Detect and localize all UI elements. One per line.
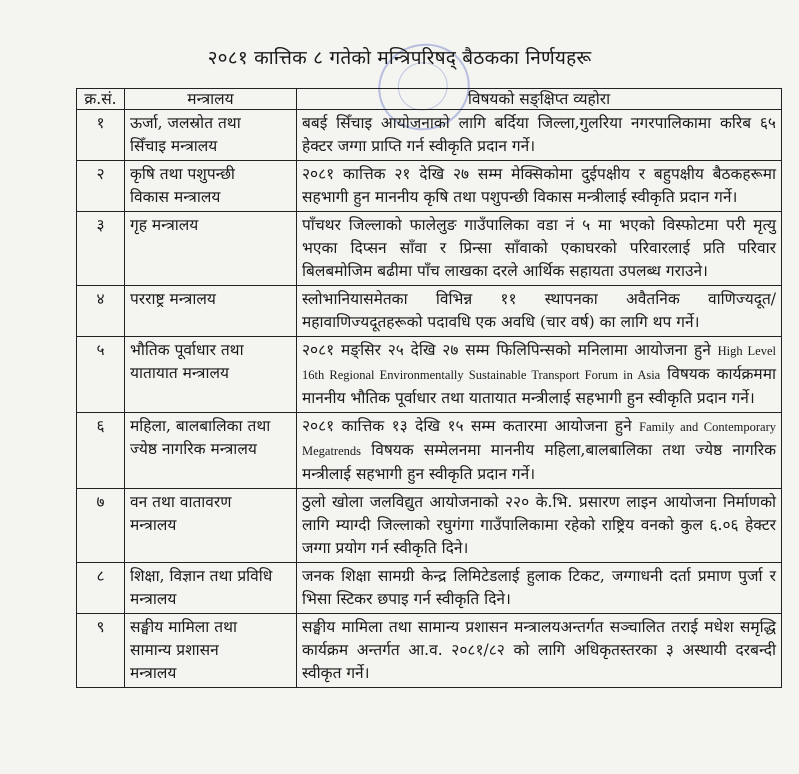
- header-ministry: मन्त्रालय: [125, 89, 297, 110]
- row-subject: स्लोभानियासमेतका विभिन्न ११ स्थापनका अवैतनिक वाणिज्यदूत/ महावाणिज्यदूतहरूको पदावधि एक अवधि (चार वर्ष) का लागि थप गर्ने।: [297, 286, 782, 337]
- table-row: [77, 286, 782, 337]
- row-subject: पाँचथर जिल्लाको फालेलुङ गाउँपालिका वडा नं ५ मा भएको विस्फोटमा परी मृत्यु भएका दिप्सन साँवा र प्रिन्सा साँवाको एकाघरको परिवारलाई प्रति परिवार बिलबमोजिम बढीमा पाँच लाखका दरले आर्थिक सहायता उपलब्ध गराउने।: [297, 212, 782, 286]
- row-ministry: गृह मन्त्रालय: [125, 212, 297, 286]
- row-sn: ९: [77, 614, 125, 688]
- table-row: [77, 614, 782, 688]
- table-row: [77, 563, 782, 614]
- row-subject: जनक शिक्षा सामग्री केन्द्र लिमिटेडलाई हुलाक टिकट, जग्गाधनी दर्ता प्रमाण पुर्जा र भिसा स्टिकर छपाइ गर्न स्वीकृति दिने।: [297, 563, 782, 614]
- subject-text: विषयक सम्मेलनमा माननीय महिला,बालबालिका तथा ज्येष्ठ नागरिक मन्त्रीलाई सहभागी हुन स्वीकृति प्रदान गर्ने।: [302, 441, 776, 483]
- subject-text: २०८१ मङ्सिर २५ देखि २७ सम्म फिलिपिन्सको मनिलामा आयोजना हुने: [302, 341, 718, 359]
- row-ministry: सङ्घीय मामिला तथा सामान्य प्रशासन मन्त्रालय: [125, 614, 297, 688]
- table-row: [77, 337, 782, 413]
- row-ministry: महिला, बालबालिका तथा ज्येष्ठ नागरिक मन्त्रालय: [125, 413, 297, 489]
- page-title: २०८१ कात्तिक ८ गतेको मन्त्रिपरिषद् बैठकका निर्णयहरू: [207, 47, 592, 69]
- row-subject: २०८१ कात्तिक २१ देखि २७ सम्म मेक्सिकोमा दुईपक्षीय र बहुपक्षीय बैठकहरूमा सहभागी हुन माननीय कृषि तथा पशुपन्छी विकास मन्त्रीलाई स्वीकृति प्रदान गर्ने।: [297, 161, 782, 212]
- row-sn: ८: [77, 563, 125, 614]
- table-row: [77, 413, 782, 489]
- table-row: [77, 489, 782, 563]
- row-sn: ४: [77, 286, 125, 337]
- row-sn: ३: [77, 212, 125, 286]
- table-row: [77, 110, 782, 161]
- row-ministry: शिक्षा, विज्ञान तथा प्रविधि मन्त्रालय: [125, 563, 297, 614]
- table-row: [77, 161, 782, 212]
- row-ministry: भौतिक पूर्वाधार तथा यातायात मन्त्रालय: [125, 337, 297, 413]
- row-ministry: ऊर्जा, जलस्रोत तथा सिँचाइ मन्त्रालय: [125, 110, 297, 161]
- subject-text: विषयक कार्यक्रममा माननीय भौतिक पूर्वाधार तथा यातायात मन्त्रीलाई सहभागी हुन स्वीकृति प्रदान गर्ने।: [302, 365, 776, 407]
- header-sn: क्र.सं.: [77, 89, 125, 110]
- row-subject: ठुलो खोला जलविद्युत आयोजनाको २२० के.भि. प्रसारण लाइन आयोजना निर्माणको लागि म्याग्दी जिल्लाको रघुगंगा गाउँपालिकामा रहेको राष्ट्रिय वनको कुल ६.०६ हेक्टर जग्गा प्रयोग गर्न स्वीकृति दिने।: [297, 489, 782, 563]
- decisions-table: [76, 88, 782, 688]
- row-sn: ७: [77, 489, 125, 563]
- row-subject: बबई सिँचाइ आयोजनाको लागि बर्दिया जिल्ला,गुलरिया नगरपालिकामा करिब ६५ हेक्टर जग्गा प्राप्ति गर्न स्वीकृति प्रदान गर्ने।: [297, 110, 782, 161]
- row-ministry: परराष्ट्र मन्त्रालय: [125, 286, 297, 337]
- subject-english-text: High Level 16th Regional Environmentally Sustainable Transport Forum in Asia: [302, 344, 776, 382]
- row-sn: ५: [77, 337, 125, 413]
- header-subject: विषयको सङ्क्षिप्त व्यहोरा: [297, 89, 782, 110]
- row-subject: सङ्घीय मामिला तथा सामान्य प्रशासन मन्त्रालयअन्तर्गत सञ्चालित तराई मधेश समृद्धि कार्यक्रम अन्तर्गत आ.व. २०८१/८२ को लागि अधिकृतस्तरका ३ अस्थायी दरबन्दी स्वीकृत गर्ने।: [297, 614, 782, 688]
- row-sn: ६: [77, 413, 125, 489]
- row-ministry: वन तथा वातावरण मन्त्रालय: [125, 489, 297, 563]
- row-subject: [297, 337, 782, 413]
- subject-english-text: Family and Contemporary Megatrends: [302, 420, 776, 458]
- row-ministry: कृषि तथा पशुपन्छी विकास मन्त्रालय: [125, 161, 297, 212]
- row-subject: [297, 413, 782, 489]
- table-header-row: [77, 89, 782, 110]
- subject-text: २०८१ कात्तिक १३ देखि १५ सम्म कतारमा आयोजना हुने: [302, 417, 640, 435]
- row-sn: २: [77, 161, 125, 212]
- row-sn: १: [77, 110, 125, 161]
- table-row: [77, 212, 782, 286]
